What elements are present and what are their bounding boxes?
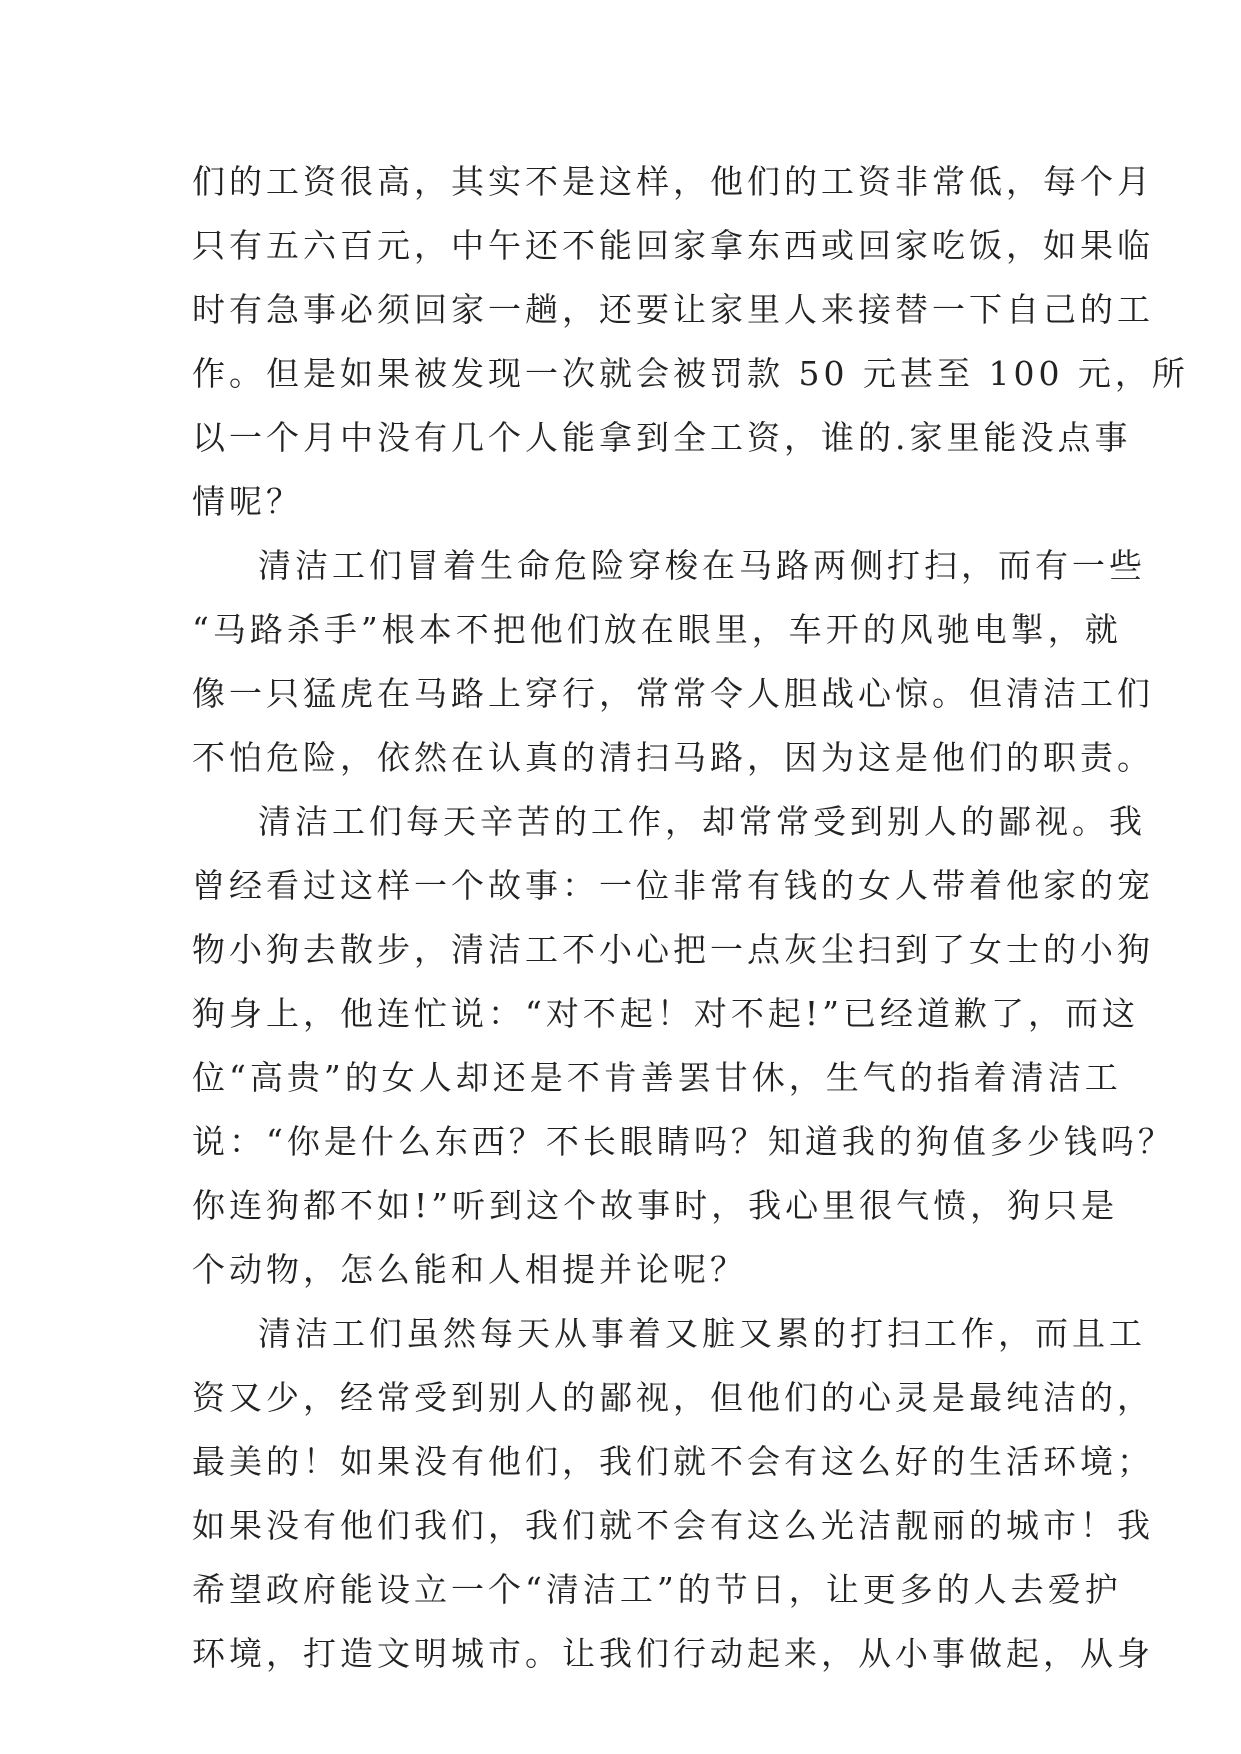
text-line: 们的工资很高，其实不是这样，他们的工资非常低，每个月 xyxy=(192,162,1154,201)
text-line: 资又少，经常受到别人的鄙视，但他们的心灵是最纯洁的， xyxy=(192,1378,1154,1417)
paragraph-first-line: 清洁工们每天辛苦的工作，却常常受到别人的鄙视。我 xyxy=(258,802,1146,841)
text-line: 如果没有他们我们，我们就不会有这么光洁靓丽的城市！我 xyxy=(192,1506,1154,1545)
text-line: 不怕危险，依然在认真的清扫马路，因为这是他们的职责。 xyxy=(192,738,1154,777)
text-line: 像一只猛虎在马路上穿行，常常令人胆战心惊。但清洁工们 xyxy=(192,674,1154,713)
text-line: 曾经看过这样一个故事：一位非常有钱的女人带着他家的宠 xyxy=(192,866,1154,905)
text-line: 物小狗去散步，清洁工不小心把一点灰尘扫到了女士的小狗 xyxy=(192,930,1154,969)
text-line: 时有急事必须回家一趟，还要让家里人来接替一下自己的工 xyxy=(192,290,1154,329)
text-line: “马路杀手”根本不把他们放在眼里，车开的风驰电掣，就 xyxy=(192,610,1122,649)
article-body xyxy=(192,150,1189,1686)
text-line: 以一个月中没有几个人能拿到全工资，谁的.家里能没点事 xyxy=(192,418,1132,457)
text-line: 情呢？ xyxy=(192,482,303,521)
text-line: 最美的！如果没有他们，我们就不会有这么好的生活环境； xyxy=(192,1442,1154,1481)
text-line: 位“高贵”的女人却还是不肯善罢甘休，生气的指着清洁工 xyxy=(192,1058,1122,1097)
text-line: 说：“你是什么东西？不长眼睛吗？知道我的狗值多少钱吗？ xyxy=(192,1122,1175,1161)
text-line: 狗身上，他连忙说：“对不起！对不起!”已经道歉了，而这 xyxy=(192,994,1140,1033)
text-line: 只有五六百元，中午还不能回家拿东西或回家吃饭，如果临 xyxy=(192,226,1154,265)
text-line: 个动物，怎么能和人相提并论呢？ xyxy=(192,1250,747,1289)
text-line: 希望政府能设立一个“清洁工”的节日，让更多的人去爱护 xyxy=(192,1570,1122,1609)
text-line: 作。但是如果被发现一次就会被罚款 50 元甚至 100 元，所 xyxy=(192,354,1189,393)
text-line: 你连狗都不如!”听到这个故事时，我心里很气愤，狗只是 xyxy=(192,1186,1119,1225)
text-line: 环境，打造文明城市。让我们行动起来，从小事做起，从身 xyxy=(192,1634,1154,1673)
paragraph-first-line: 清洁工们虽然每天从事着又脏又累的打扫工作，而且工 xyxy=(258,1314,1146,1353)
paragraph-first-line: 清洁工们冒着生命危险穿梭在马路两侧打扫，而有一些 xyxy=(258,546,1146,585)
